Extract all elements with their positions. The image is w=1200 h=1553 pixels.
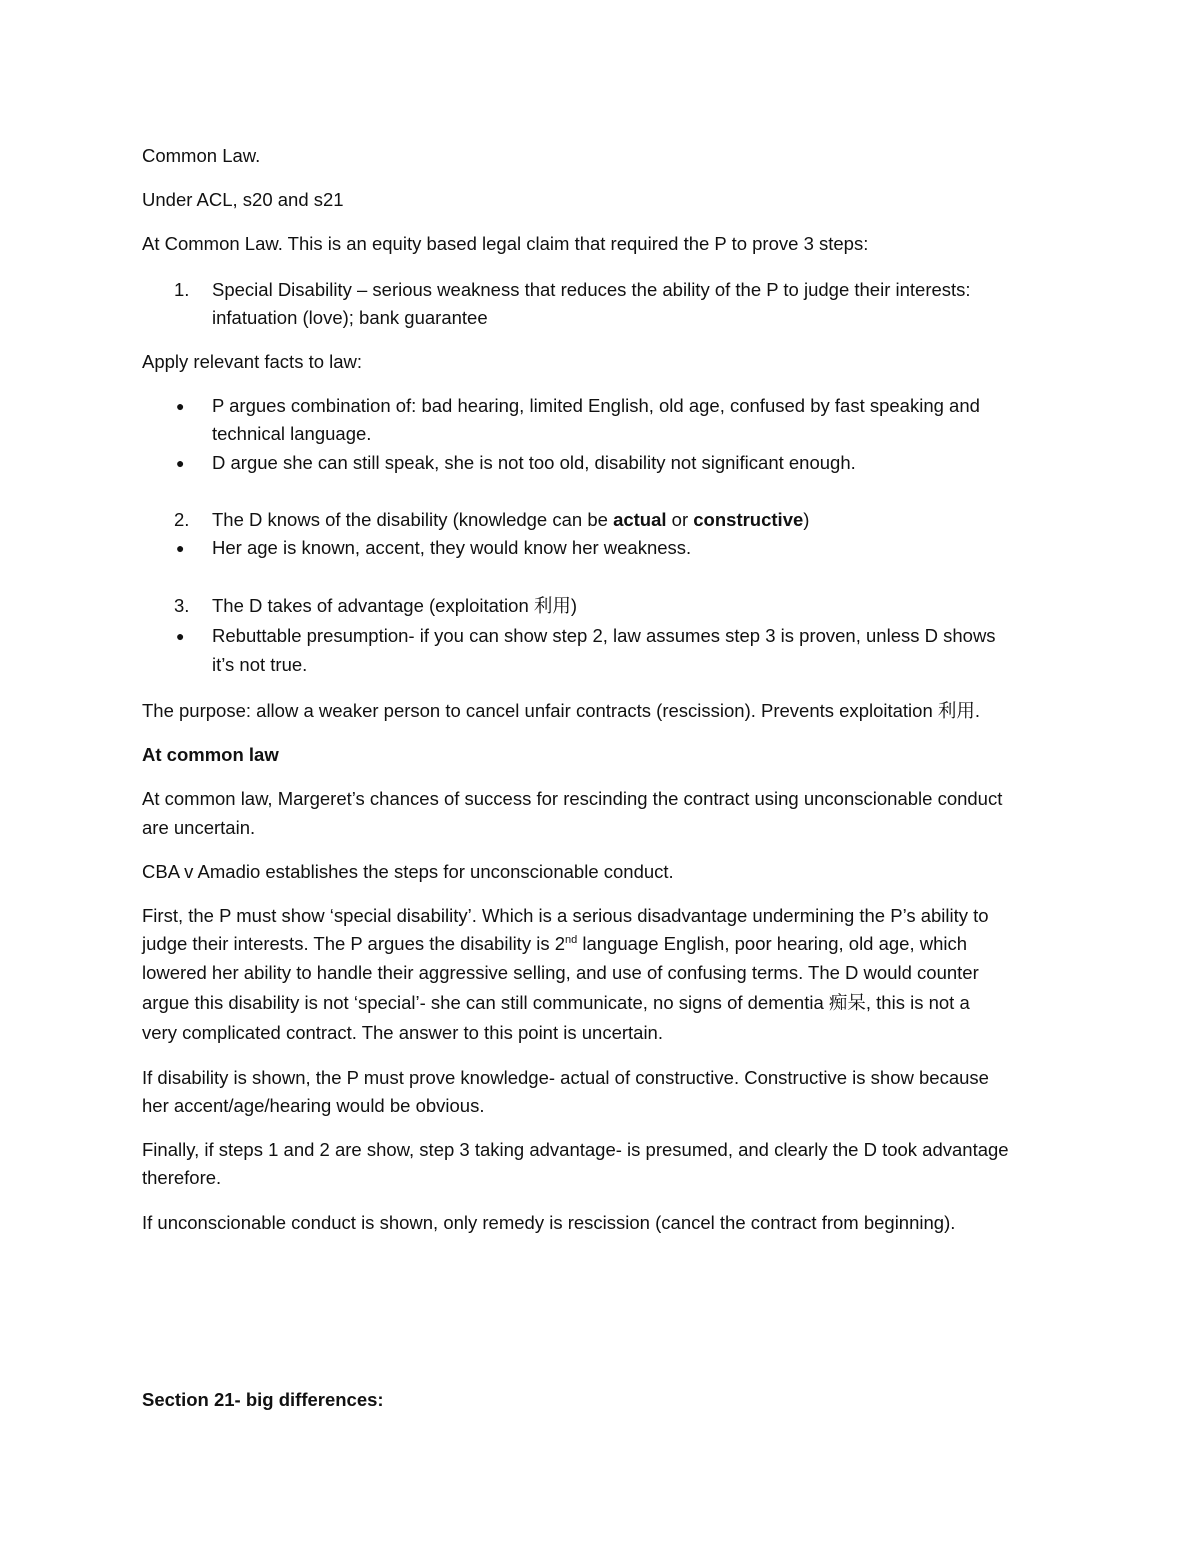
paragraph-finally-line-2: therefore. [142,1167,222,1188]
step-1-line-2: infatuation (love); bank guarantee [212,307,488,328]
step-2-constructive: constructive [693,509,804,530]
paragraph-under-acl: Under ACL, s20 and s21 [142,189,344,210]
paragraph-if-disability-line-1: If disability is shown, the P must prove knowledge- actual of constructive. Constructive is show because [142,1067,989,1088]
bullet-1-line-2: technical language. [212,423,372,444]
paragraph-purpose: The purpose: allow a weaker person to cancel unfair contracts (rescission). Prevents exploitation 利用. [142,700,981,721]
bullet-glyph: ● [176,540,185,556]
step-2-actual: actual [613,509,667,530]
paragraph-remedy: If unconscionable conduct is shown, only remedy is rescission (cancel the contract from beginning). [142,1212,956,1233]
paragraph-margeret-line-1: At common law, Margeret’s chances of success for rescinding the contract using unconscionable conduct [142,788,1003,809]
paragraph-finally-line-1: Finally, if steps 1 and 2 are show, step 3 taking advantage- is presumed, and clearly the D took advantage [142,1139,1009,1160]
bullet-4-line-1: Rebuttable presumption- if you can show step 2, law assumes step 3 is proven, unless D shows [212,625,996,646]
bullet-glyph: ● [176,628,185,644]
paragraph-first-line-5: very complicated contract. The answer to this point is uncertain. [142,1022,663,1043]
paragraph-at-common-law-intro: At Common Law. This is an equity based legal claim that required the P to prove 3 steps: [142,233,869,254]
bullet-1-line-1: P argues combination of: bad hearing, limited English, old age, confused by fast speaking and [212,395,980,416]
paragraph-first-line-2-rest: language English, poor hearing, old age, which [577,933,968,954]
bullet-4-line-2: it’s not true. [212,654,308,675]
paragraph-if-disability-line-2: her accent/age/hearing would be obvious. [142,1095,485,1116]
bullet-glyph: ● [176,455,185,471]
bullet-2: D argue she can still speak, she is not too old, disability not significant enough. [212,452,856,473]
list-number-3: 3. [174,595,190,616]
paragraph-first-line-2 [142,932,967,956]
paragraph-first-line-3: lowered her ability to handle their aggressive selling, and use of confusing terms. The D would counter [142,962,979,983]
paragraph-first-line-1: First, the P must show ‘special disability’. Which is a serious disadvantage undermining the P’s ability to [142,905,989,926]
step-2-line [212,508,809,532]
paragraph-cba: CBA v Amadio establishes the steps for unconscionable conduct. [142,861,674,882]
step-2-close: ) [803,509,810,530]
step-1-line-1: Special Disability – serious weakness that reduces the ability of the P to judge their interests: [212,279,971,300]
paragraph-first-line-4: argue this disability is not ‘special’- she can still communicate, no signs of dementia 痴呆, this is not a [142,992,970,1013]
paragraph-common-law: Common Law. [142,145,261,166]
heading-section-21: Section 21- big differences: [142,1389,384,1410]
step-3-line: The D takes of advantage (exploitation 利用) [212,595,578,616]
ordinal-superscript: nd [565,933,578,946]
bullet-glyph: ● [176,398,185,414]
bullet-3: Her age is known, accent, they would know her weakness. [212,537,692,558]
step-2-text: The D knows of the disability (knowledge can be [212,509,614,530]
paragraph-first-line-2-text: judge their interests. The P argues the disability is 2 [142,933,565,954]
paragraph-apply: Apply relevant facts to law: [142,351,363,372]
step-2-or: or [666,509,694,530]
paragraph-margeret-line-2: are uncertain. [142,817,256,838]
heading-at-common-law: At common law [142,744,279,765]
list-number-1: 1. [174,279,190,300]
list-number-2: 2. [174,509,190,530]
